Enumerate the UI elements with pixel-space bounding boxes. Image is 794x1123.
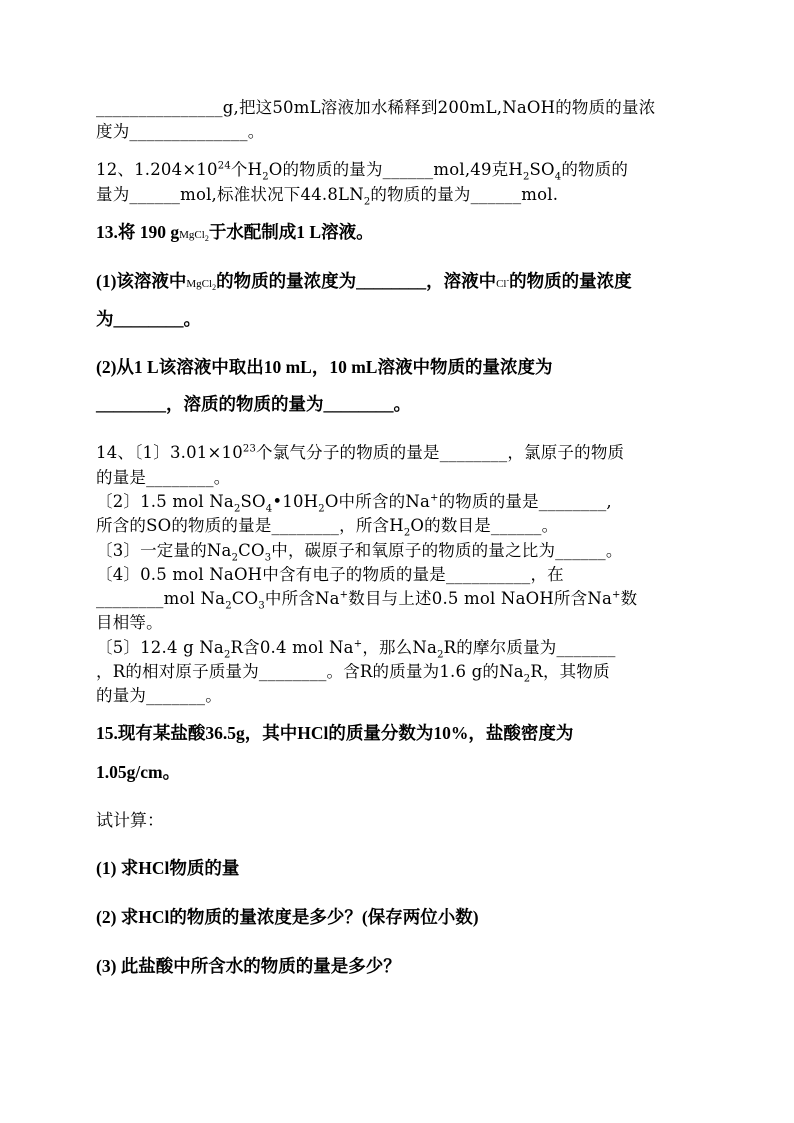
subscript: 2	[522, 171, 530, 183]
text: R，其物质	[530, 662, 610, 681]
q13-stem	[96, 224, 374, 242]
q15-sub3: (3) 此盐酸中所含水的物质的量是多少？	[96, 956, 401, 976]
formula-cl-ion	[496, 275, 510, 290]
text: R含0.4 mol Na	[230, 638, 354, 657]
text: 的物质的量浓度	[509, 271, 632, 291]
q13-part2-line1: (2)从1 L该溶液中取出10 mL，10 mL溶液中物质的量浓度为	[96, 357, 553, 377]
text: O的数目是______。	[410, 516, 559, 535]
q14-line4	[96, 516, 559, 539]
text: 于水配制成1 L溶液。	[208, 222, 374, 242]
text: 个氯气分子的物质的量是________，氯原子的物质	[256, 443, 625, 462]
q14-line6: 〔4〕0.5 mol NaOH中含有电子的物质的量是__________，在	[96, 565, 564, 584]
q12-line1	[96, 160, 629, 183]
text: ，那么Na	[362, 638, 438, 657]
q14-line5	[96, 541, 623, 564]
text: 量为______mol,标准状况下44.8LN	[96, 185, 364, 204]
q15-line2: 1.05g/cm。	[96, 762, 181, 782]
text: CO	[231, 589, 259, 608]
text: ，R的相对原子质量为________。含R的质量为1.6 g的Na	[96, 662, 524, 681]
q15-sub2: (2) 求HCl的物质的量浓度是多少？(保存两位小数)	[96, 907, 479, 927]
text: 〔3〕一定量的Na	[96, 541, 232, 560]
text: R的摩尔质量为_______	[443, 638, 616, 657]
q13-part1-line1	[96, 273, 632, 291]
subscript: 2	[437, 649, 444, 661]
q14-line10	[96, 662, 610, 685]
q15-line1: 15.现有某盐酸36.5g，其中HCl的质量分数为10%，盐酸密度为	[96, 723, 574, 743]
subscript: 2	[403, 527, 411, 539]
text: Cl	[496, 278, 507, 290]
text: 所含的SO的物质的量是________，所含H	[96, 516, 404, 535]
text: MgCl	[179, 229, 205, 241]
q14-line2: 的量是________。	[96, 468, 231, 487]
text: 数目与上述0.5 mol NaOH所含Na	[348, 589, 613, 608]
formula-mgcl2	[186, 278, 217, 293]
subscript: 2	[223, 649, 231, 661]
q14-line3	[96, 492, 612, 515]
subscript: 2	[523, 673, 531, 685]
subscript: 3	[264, 552, 272, 564]
subscript: 2	[212, 283, 217, 293]
q11-line2: 度为______________。	[96, 122, 265, 141]
formula-mgcl2	[179, 229, 209, 244]
subscript: 4	[554, 171, 562, 183]
text: 12、1.204×10	[96, 160, 218, 179]
q11-line1: _______________g,把这50mL溶液加水稀释到200mL,NaOH的物质的量浓	[96, 98, 656, 117]
q14-line7	[96, 589, 638, 612]
q13-part1-line2: 为________。	[96, 309, 201, 329]
text: ________mol Na	[96, 589, 226, 608]
text: CO	[238, 541, 265, 560]
text: 〔2〕1.5 mol Na	[96, 492, 234, 511]
subscript: 2	[318, 503, 325, 515]
subscript: 2	[231, 552, 239, 564]
subscript: 4	[265, 503, 273, 515]
text: 的物质的量浓度为________，溶液中	[216, 271, 497, 291]
subscript: 2	[262, 171, 269, 183]
text: O的物质的量为______mol,49克H	[268, 160, 523, 179]
subscript: 2	[204, 234, 209, 244]
superscript: +	[353, 638, 363, 650]
text: 中，碳原子和氧原子的物质的量之比为______。	[271, 541, 623, 560]
q14-line9	[96, 638, 616, 661]
q12-line2	[96, 185, 559, 208]
text: MgCl	[186, 278, 213, 290]
text: 14、〔1〕3.01×10	[96, 443, 243, 462]
subscript: 2	[225, 600, 232, 612]
text: 的物质的	[561, 160, 629, 179]
text: •10H	[272, 492, 319, 511]
superscript: +	[430, 492, 439, 504]
subscript: 3	[258, 600, 265, 612]
superscript: -	[506, 275, 510, 285]
text: O中所含的Na	[324, 492, 431, 511]
text: (1)该溶液中	[96, 271, 187, 291]
superscript: 23	[242, 443, 257, 455]
subscript: 2	[363, 196, 371, 208]
q15-calc-heading: 试计算：	[96, 811, 164, 830]
text: SO	[529, 160, 555, 179]
superscript: +	[612, 589, 621, 601]
q13-part2-line2: ________，溶质的物质的量为________。	[96, 394, 411, 414]
text: 的物质的量是________,	[438, 492, 612, 511]
q15-sub1: (1) 求HCl物质的量	[96, 858, 240, 878]
q14-line11: 的量为_______。	[96, 686, 222, 705]
text: 数	[620, 589, 638, 608]
q14-line1	[96, 445, 624, 462]
text: 个H	[230, 160, 263, 179]
text: 〔5〕12.4 g Na	[96, 638, 224, 657]
text: 中所含Na	[264, 589, 340, 608]
text: 的物质的量为______mol.	[370, 185, 559, 204]
superscript: 24	[217, 160, 231, 172]
text: 13.将 190 g	[96, 222, 180, 242]
superscript: +	[339, 589, 349, 601]
q14-line8: 目相等。	[96, 613, 163, 632]
text: SO	[240, 492, 266, 511]
subscript: 2	[233, 503, 241, 515]
